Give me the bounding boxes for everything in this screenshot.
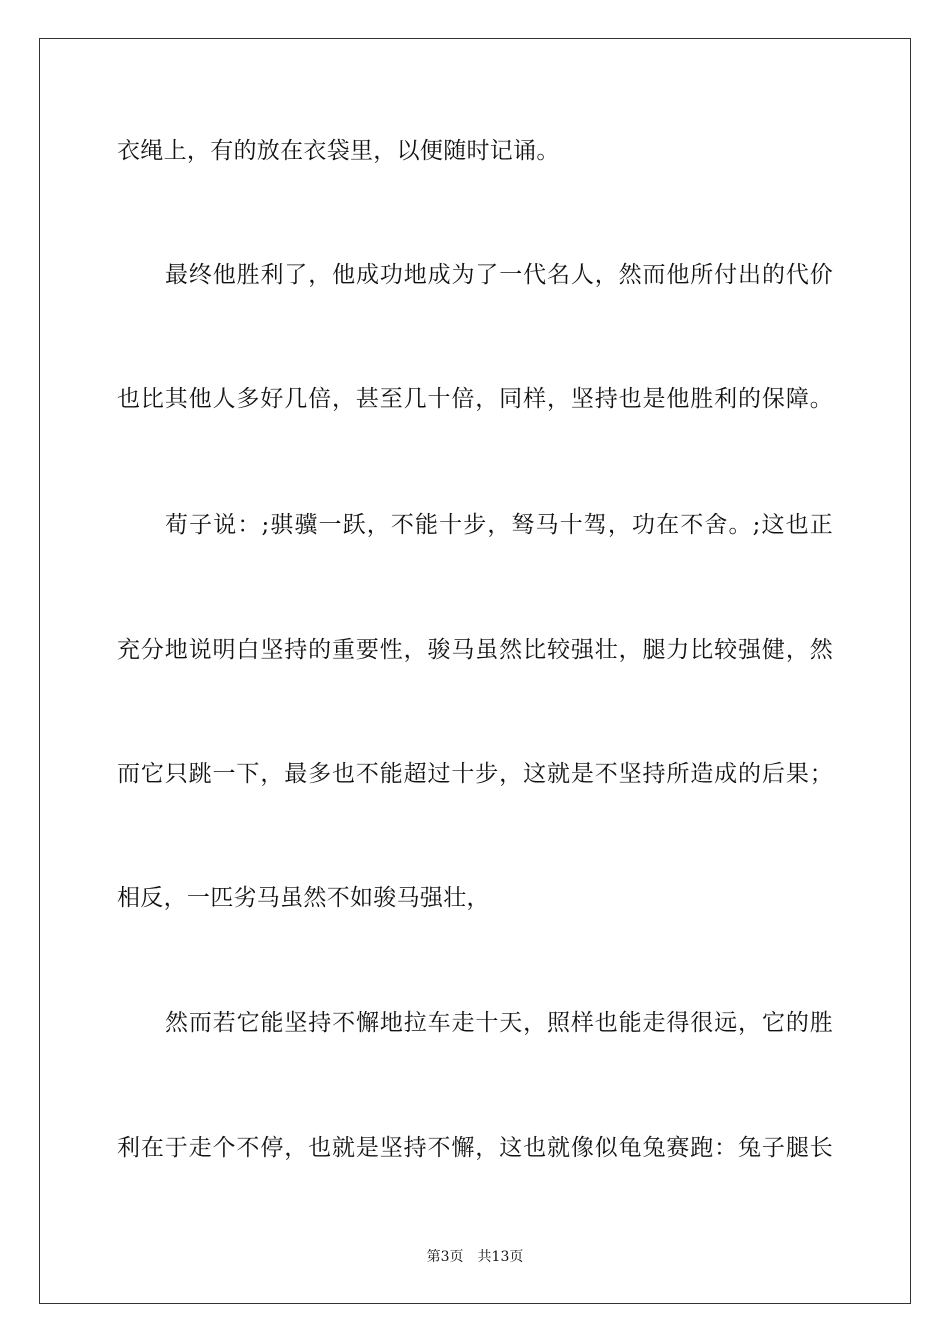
- paragraph-line-1: 衣绳上，有的放在衣袋里，以便随时记诵。: [117, 138, 560, 164]
- page-border: [39, 38, 911, 1304]
- paragraph-line-6: 而它只跳一下，最多也不能超过十步，这就是不坚持所造成的后果；: [117, 761, 833, 787]
- paragraph-line-9: 利在于走个不停，也就是坚持不懈，这也就像似龟兔赛跑：兔子腿长: [117, 1135, 833, 1161]
- page-footer: [0, 1248, 950, 1266]
- paragraph-line-4: 荀子说：;骐骥一跃，不能十步，驽马十驾，功在不舍。;这也正: [165, 512, 833, 538]
- page-number: 第3页: [426, 1249, 464, 1265]
- paragraph-line-3: 也比其他人多好几倍，甚至几十倍，同样，坚持也是他胜利的保障。: [117, 386, 833, 412]
- page-total: 共13页: [477, 1249, 524, 1265]
- paragraph-line-5: 充分地说明白坚持的重要性，骏马虽然比较强壮，腿力比较强健，然: [117, 637, 833, 663]
- paragraph-line-7: 相反，一匹劣马虽然不如骏马强壮，: [117, 885, 490, 911]
- paragraph-line-8: 然而若它能坚持不懈地拉车走十天，照样也能走得很远，它的胜: [165, 1010, 833, 1036]
- paragraph-line-2: 最终他胜利了，他成功地成为了一代名人，然而他所付出的代价: [165, 262, 833, 288]
